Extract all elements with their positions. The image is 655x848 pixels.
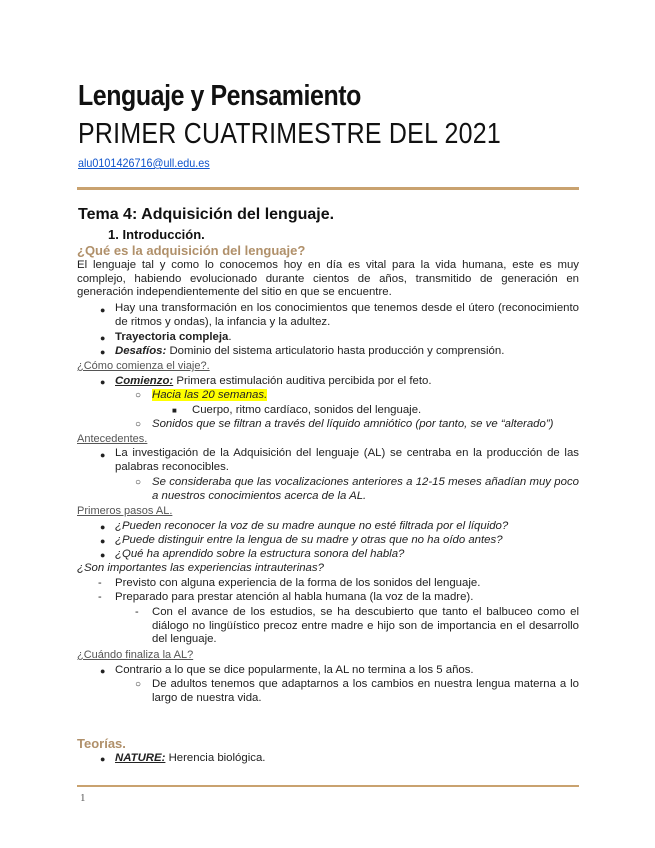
viaje-bullet-1: Comienzo: Primera estimulación auditiva percibida por el feto. [115, 375, 432, 387]
dash-bullet-icon: - [98, 591, 102, 603]
intro-heading: 1. Introducción. [108, 227, 205, 242]
q1-bullet-1: Hay una transformación en los conocimientos que tenemos desde el útero (reconocimiento de ritmos y ondas), la infancia y la adultez. [115, 302, 579, 328]
q1-bullet-3: Desafíos: Dominio del sistema articulatorio hasta producción y comprensión. [115, 345, 505, 357]
pasos-bullet-1: ¿Pueden reconocer la voz de su madre aunque no esté filtrada por el líquido? [115, 520, 509, 532]
antecedentes-sub-1: Se consideraba que las vocalizaciones anteriores a 12-15 meses añadían muy poco a nuestros conocimientos acerca de la AL. [152, 476, 579, 502]
antecedentes-bullet-1: La investigación de la Adquisición del lenguaje (AL) se centraba en la producción de las palabras reconocibles. [115, 447, 579, 473]
finaliza-sub-1: De adultos tenemos que adaptarnos a los cambios en nuestra lengua materna a lo largo de nuestra vida. [152, 678, 579, 704]
pasos-heading: Primeros pasos AL. [77, 505, 173, 517]
bullet-icon: ● [100, 754, 106, 764]
dash-bullet-icon: - [98, 577, 102, 589]
bullet-icon: ● [100, 522, 106, 532]
bullet-icon: ● [100, 536, 106, 546]
bullet-icon: ● [100, 450, 106, 460]
tema-title: Tema 4: Adquisición del lenguaje. [78, 206, 335, 223]
viaje-sub-2: Sonidos que se filtran a través del líquido amniótico (por tanto, se ve “alterado”) [152, 418, 554, 430]
bullet-icon: ● [100, 347, 106, 357]
intrauterinas-item-1: Previsto con alguna experiencia de la forma de los sonidos del lenguaje. [115, 577, 481, 589]
pasos-bullet-3: ¿Qué ha aprendido sobre la estructura sonora del habla? [115, 548, 405, 560]
document-subtitle: PRIMER CUATRIMESTRE DEL 2021 [78, 118, 501, 150]
q1-paragraph: El lenguaje tal y como lo conocemos hoy en día es vital para la vida humana, este es muy complejo, habiendo evolucionado durante cientos de años, transmitido de generación en generación independientemente del sitio en que se encuentre. [77, 259, 579, 298]
intrauterinas-item-3: Con el avance de los estudios, se ha descubierto que tanto el balbuceo como el diálogo no lingüístico precoz entre madre e hijo son de importancia en el desarrollo del lenguaje. [152, 606, 579, 645]
teorias-heading: Teorías. [77, 736, 126, 751]
circle-bullet-icon: ○ [135, 390, 142, 401]
finaliza-bullet-1: Contrario a lo que se dice popularmente, la AL no termina a los 5 años. [115, 664, 474, 676]
pasos-bullet-2: ¿Puede distinguir entre la lengua de su madre y otras que no ha oído antes? [115, 534, 503, 546]
footer-divider [77, 785, 579, 787]
author-email-link[interactable]: alu0101426716@ull.edu.es [78, 156, 210, 170]
viaje-heading: ¿Cómo comienza el viaje?. [77, 360, 210, 372]
bullet-icon: ● [100, 377, 106, 387]
intrauterinas-item-2: Preparado para prestar atención al habla humana (la voz de la madre). [115, 591, 474, 603]
bullet-icon: ● [100, 333, 106, 343]
dash-bullet-icon: - [135, 606, 139, 618]
viaje-subsub-1: Cuerpo, ritmo cardíaco, sonidos del lenguaje. [192, 404, 422, 416]
circle-bullet-icon: ○ [135, 419, 142, 430]
teorias-bullet-1: NATURE: Herencia biológica. [115, 752, 266, 764]
bullet-icon: ● [100, 305, 106, 315]
circle-bullet-icon: ○ [135, 477, 142, 488]
viaje-sub-1 [152, 389, 267, 403]
finaliza-heading: ¿Cuándo finaliza la AL? [77, 649, 194, 661]
header-divider [77, 187, 579, 190]
document-title: Lenguaje y Pensamiento [78, 80, 361, 112]
bullet-icon: ● [100, 666, 106, 676]
page-number: 1 [80, 792, 86, 804]
bullet-icon: ● [100, 550, 106, 560]
circle-bullet-icon: ○ [135, 679, 142, 690]
antecedentes-heading: Antecedentes. [77, 433, 148, 445]
intrauterinas-heading: ¿Son importantes las experiencias intrauterinas? [77, 562, 324, 574]
q1-heading: ¿Qué es la adquisición del lenguaje? [77, 243, 306, 258]
square-bullet-icon: ■ [172, 406, 177, 415]
q1-bullet-2: Trayectoria compleja. [115, 331, 232, 343]
highlighted-text: Hacia las 20 semanas. [152, 389, 268, 401]
